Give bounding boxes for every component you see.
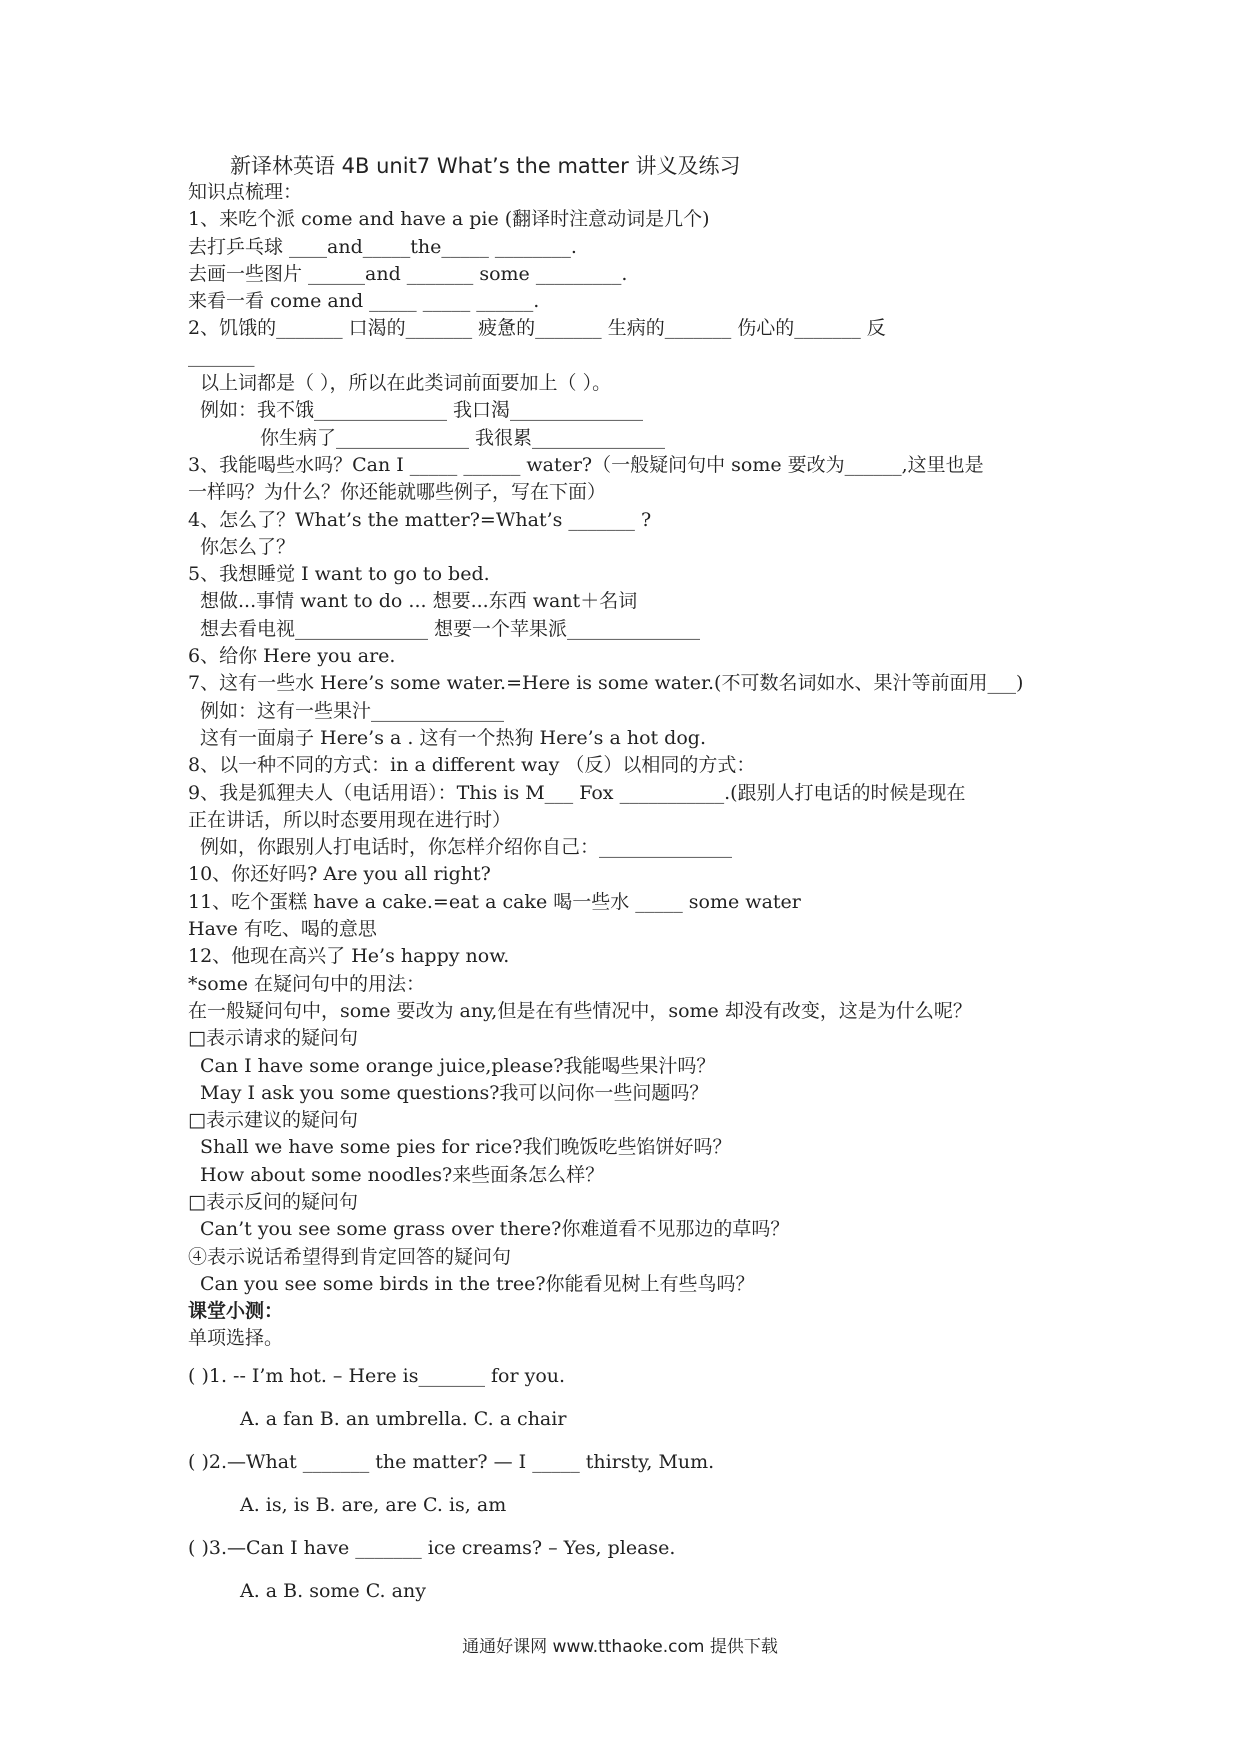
text-line: □表示建议的疑问句	[188, 1109, 358, 1132]
text-line: 3、我能喝些水吗？Can I _____ ______ water?（一般疑问句中 some 要改为______,这里也是	[188, 453, 984, 476]
quiz-section	[188, 1355, 1068, 1613]
text-line: 在一般疑问句中，some 要改为 any,但是在有些情况中，some 却没有改变，这是为什么呢？	[188, 999, 972, 1022]
text-line: Have 有吃、喝的意思	[188, 918, 377, 941]
text-line: 去打乒乓球 ____and_____the_____ ________.	[188, 235, 577, 258]
document-title: 新译林英语 4B unit7 What’s the matter 讲义及练习	[230, 154, 741, 178]
text-line: 想做...事情 want to do ... 想要...东西 want＋名词	[200, 590, 638, 613]
text-line: 4、怎么了？What’s the matter?=What’s _______ ?	[188, 508, 652, 531]
text-line: 正在讲话，所以时态要用现在进行时）	[188, 808, 512, 831]
text-line: 例如，你跟别人打电话时，你怎样介绍你自己：______________	[200, 836, 733, 859]
text-line: *some 在疑问句中的用法：	[188, 972, 425, 995]
text-line: 课堂小测：	[188, 1300, 284, 1323]
text-line: 来看一看 come and _____ _____ ______.	[188, 290, 540, 313]
text-line: □表示请求的疑问句	[188, 1027, 358, 1050]
text-line: 2、饥饿的_______ 口渴的_______ 疲惫的_______ 生病的_______ 伤心的_______ 反	[188, 317, 886, 340]
text-line: 例如：我不饿______________ 我口渴______________	[200, 399, 644, 422]
text-line: 12、他现在高兴了 He’s happy now.	[188, 945, 510, 968]
text-line: 单项选择。	[188, 1327, 284, 1350]
text-line: _______	[188, 344, 255, 367]
text-line: ④表示说话希望得到肯定回答的疑问句	[188, 1245, 512, 1268]
text-line: Can you see some birds in the tree?你能看见树上有些鸟吗？	[200, 1272, 755, 1295]
text-line: □表示反问的疑问句	[188, 1190, 358, 1213]
text-line: 知识点梳理：	[188, 181, 303, 203]
text-line: Shall we have some pies for rice?我们晚饭吃些馅饼好吗？	[200, 1136, 732, 1159]
text-line: 11、吃个蛋糕 have a cake.=eat a cake 喝一些水 _____ some water	[188, 890, 801, 913]
text-line: 以上词都是（ ），所以在此类词前面要加上（ ）。	[200, 372, 612, 395]
text-line: Can I have some orange juice,please?我能喝些果汁吗？	[200, 1054, 716, 1077]
text-line: 想去看电视______________ 想要一个苹果派______________	[200, 617, 701, 640]
text-line: 你生病了______________ 我很累______________	[260, 426, 666, 449]
text-line: 8、以一种不同的方式：in a different way （反）以相同的方式：	[188, 754, 756, 777]
notes-section	[188, 179, 1068, 1353]
footer-text: 通通好课网 www.tthaoke.com 提供下载	[462, 1637, 778, 1657]
text-line: 10、你还好吗? Are you all right?	[188, 863, 491, 886]
quiz-question: ( )2.—What _______ the matter? — I _____ thirsty, Mum.	[188, 1451, 715, 1473]
quiz-question: ( )3.—Can I have _______ ice creams? – Yes, please.	[188, 1537, 676, 1559]
quiz-options: A. a B. some C. any	[240, 1580, 426, 1602]
text-line: 9、我是狐狸夫人（电话用语）：This is M___ Fox ___________.(跟别人打电话的时候是现在	[188, 781, 966, 804]
text-line: 6、给你 Here you are.	[188, 645, 396, 668]
text-line: 你怎么了？	[200, 535, 296, 558]
text-line: How about some noodles?来些面条怎么样？	[200, 1163, 605, 1186]
text-line: 一样吗？为什么？你还能就哪些例子，写在下面）	[188, 481, 607, 504]
quiz-options: A. is, is B. are, are C. is, am	[240, 1494, 507, 1516]
text-line: 7、这有一些水 Here’s some water.=Here is some water.(不可数名词如水、果汁等前面用___)	[188, 672, 1024, 695]
text-line: 这有一面扇子 Here’s a . 这有一个热狗 Here’s a hot dog.	[200, 726, 706, 749]
text-line: 例如：这有一些果汁______________	[200, 699, 505, 722]
quiz-options: A. a fan B. an umbrella. C. a chair	[240, 1408, 567, 1430]
text-line: 5、我想睡觉 I want to go to bed.	[188, 563, 490, 586]
quiz-question: ( )1. -- I’m hot. – Here is_______ for you.	[188, 1365, 566, 1387]
text-line: 去画一些图片 ______and _______ some _________.	[188, 262, 628, 285]
text-line: May I ask you some questions?我可以问你一些问题吗？	[200, 1081, 709, 1104]
text-line: Can’t you see some grass over there?你难道看不见那边的草吗？	[200, 1218, 790, 1241]
text-line: 1、来吃个派 come and have a pie (翻译时注意动词是几个)	[188, 208, 710, 231]
